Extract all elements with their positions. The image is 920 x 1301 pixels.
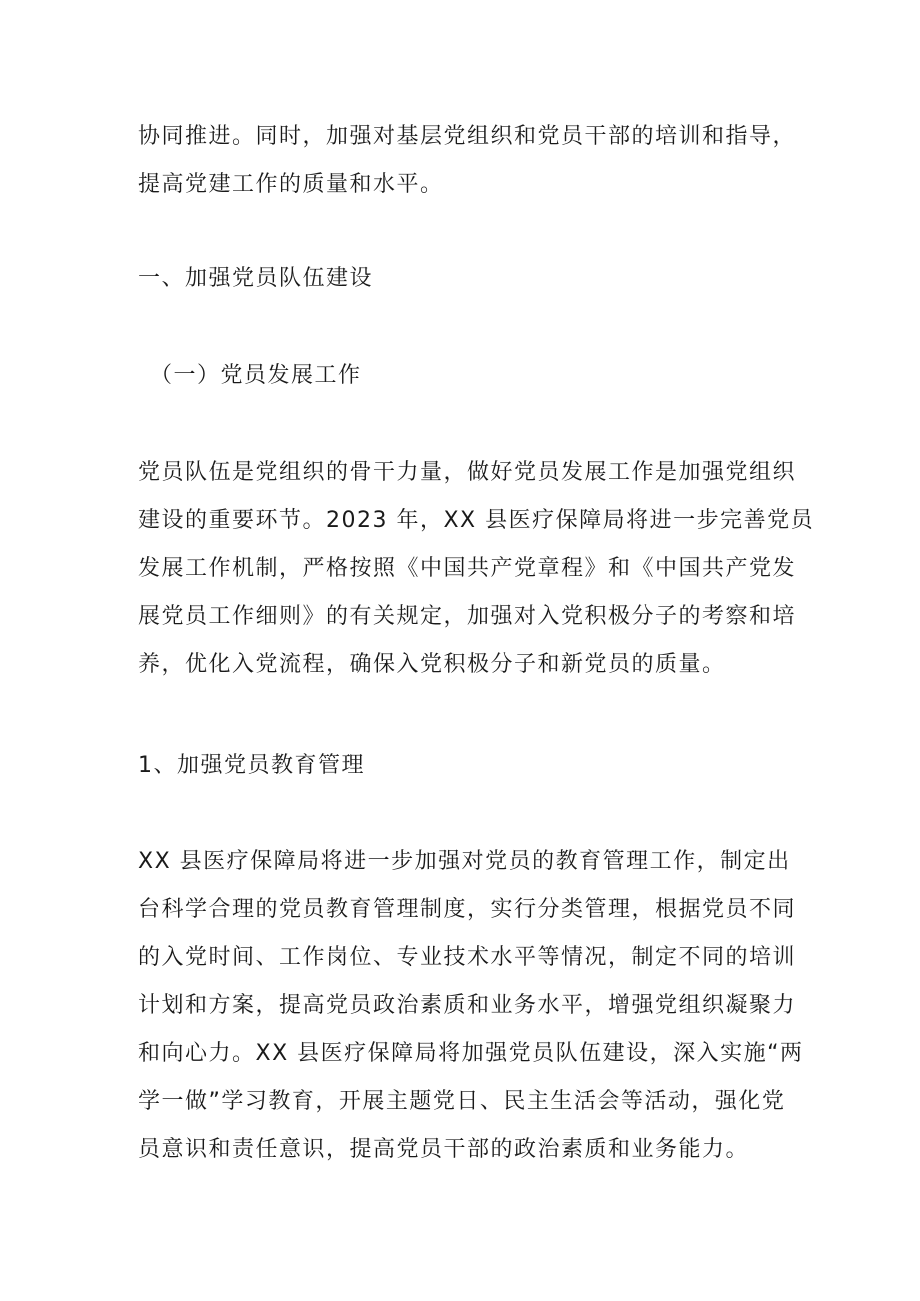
paragraph-line: 台科学合理的党员教育管理制度，实行分类管理，根据党员不同 [138,897,797,922]
paragraph-line: XX 县医疗保障局将进一步加强对党员的教育管理工作，制定出 [138,849,791,874]
paragraph-line: 学一做”学习教育，开展主题党日、民主生活会等活动，强化党 [138,1089,786,1114]
paragraph-line: 提高党建工作的质量和水平。 [138,172,444,197]
paragraph-line: 员意识和责任意识，提高党员干部的政治素质和业务能力。 [138,1137,750,1162]
paragraph-line: 展党员工作细则》的有关规定，加强对入党积极分子的考察和培 [138,604,797,629]
paragraph-line: 和向心力。XX 县医疗保障局将加强党员队伍建设，深入实施“两 [138,1041,804,1066]
item-heading: 1、加强党员教育管理 [138,753,365,778]
paragraph-line: 的入党时间、工作岗位、专业技术水平等情况，制定不同的培训 [138,945,797,970]
paragraph-line: 建设的重要环节。2023 年，XX 县医疗保障局将进一步完善党员 [138,508,815,533]
paragraph-line: 计划和方案，提高党员政治素质和业务水平，增强党组织凝聚力 [138,993,797,1018]
paragraph-line: 党员队伍是党组织的骨干力量，做好党员发展工作是加强党组织 [138,460,797,485]
paragraph-line: 发展工作机制，严格按照《中国共产党章程》和《中国共产党发 [138,556,797,581]
paragraph-line: 养，优化入党流程，确保入党积极分子和新党员的质量。 [138,652,726,677]
paragraph-line: 协同推进。同时，加强对基层党组织和党员干部的培训和指导， [138,124,797,149]
section-heading: 一、加强党员队伍建设 [138,266,374,291]
subsection-heading: （一）党员发展工作 [150,363,362,388]
